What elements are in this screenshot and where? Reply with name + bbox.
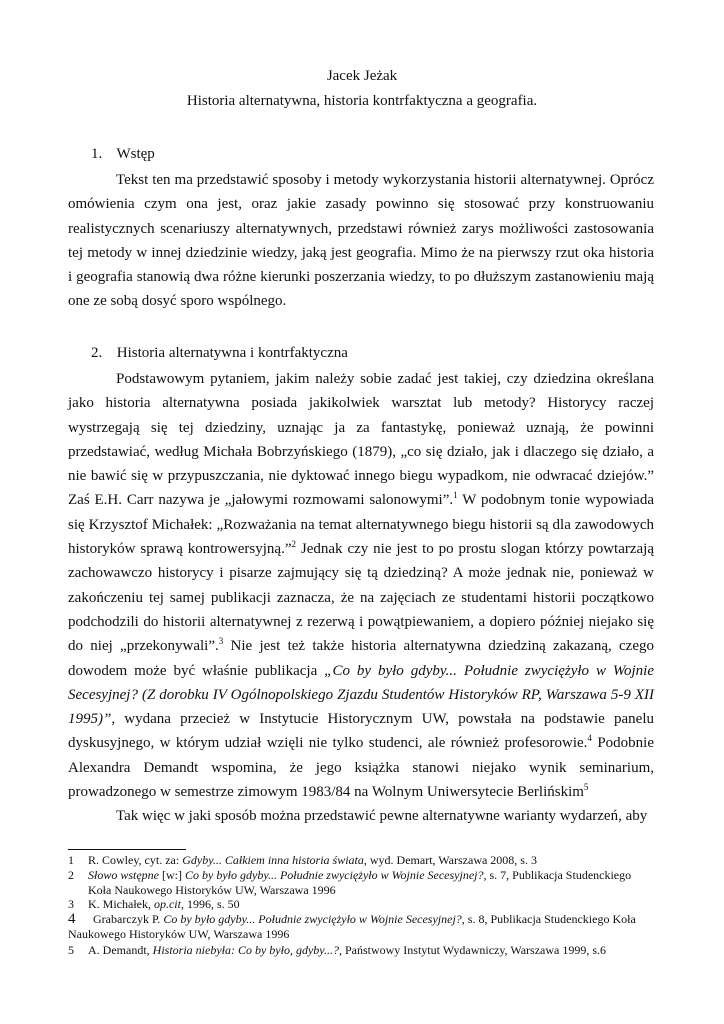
footnote-title: op.cit: [153, 897, 181, 911]
footnote-text: R. Cowley, cyt. za:: [88, 853, 183, 867]
footnote-text: , 1996, s. 50: [180, 897, 240, 911]
document-title: Historia alternatywna, historia kontrfaktyczna a geografia.: [186, 93, 538, 109]
paragraph-text: , wydana przecież w Instytucie Historycznym UW, powstała na podstawie panelu dyskusyjnego, w którym udział wzięli nie tylko studenci, ale również profesorowie.: [68, 711, 654, 752]
section-2-paragraph-2: Tak więc w jaki sposób można przedstawić pewne alternatywne warianty wydarzeń, aby: [116, 808, 648, 825]
section-1-title: Wstęp: [116, 146, 155, 162]
footnote-ref-4[interactable]: 4: [587, 733, 592, 744]
footnote-4: [68, 912, 658, 942]
section-1-body: [68, 168, 654, 314]
footnote-3: [68, 897, 658, 912]
paragraph-text: Jednak czy nie jest to po prostu slogan którzy powtarzają zachowawczo historycy i pisarze zajmujący się tą dziedziną? A może jednak nie, ponieważ w zakończeniu tej samej publikacji zaznacza, że na zajęciach ze studentami historii początkowo podchodzili do historii alternatywnej z rezerwą i powątpiewaniem, a dopiero później niejako się do niej „przekonywali”.: [68, 541, 654, 655]
author-name: Jacek Jeżak: [326, 68, 398, 84]
footnote-ref-3[interactable]: 3: [218, 636, 224, 647]
footnote-title: Co by było gdyby... Południe zwyciężyło w Wojnie Secesyjnej?,: [185, 868, 487, 882]
footnote-title: Gdyby... Całkiem inna historia świata: [182, 853, 364, 867]
footnote-number: 4: [68, 911, 76, 927]
footnote-title: Co by było gdyby... Południe zwyciężyło w Wojnie Secesyjnej?,: [163, 912, 465, 926]
section-2-heading: [91, 345, 348, 362]
footnote-number: 5: [68, 943, 74, 957]
footnote-title: Historia niebyła: Co by było, gdyby...?: [152, 943, 339, 957]
footnote-title: Słowo wstępne: [88, 868, 159, 882]
footnote-text: Grabarczyk P.: [90, 912, 164, 926]
footnote-ref-5[interactable]: 5: [583, 782, 589, 793]
book-title: „Co by było gdyby... Południe zwyciężyło w Wojnie Secesyjnej? (Z dorobku IV Ogólnopolskiego Zjazdu Studentów Historyków RP, Warszawa 5-9 XII 1995)”: [68, 662, 654, 728]
paragraph-text: Nie jest też także historia alternatywna dziedziną zakazaną, czego dowodem może być właśnie publikacja: [68, 638, 654, 679]
footnote-text: K. Michałek,: [88, 897, 154, 911]
footnote-ref-2[interactable]: 2: [291, 539, 296, 550]
footnote-separator: [68, 849, 186, 850]
footnote-text: , Państwowy Instytut Wydawniczy, Warszawa 1999, s.6: [338, 943, 607, 957]
section-2-paragraph-1: [68, 367, 654, 804]
footnote-text: , wyd. Demart, Warszawa 2008, s. 3: [363, 853, 537, 867]
section-1-paragraph: Tekst ten ma przedstawić sposoby i metody wykorzystania historii alternatywnej. Oprócz omówienia czym ona jest, oraz jakie zasady powinno się stosować przy konstruowaniu realistycznych scenariuszy alternatywnych, przedstawi również zarys możliwości zastosowania tej metody w innej dziedzinie wiedzy, jaką jest geografia. Mimo że na pierwszy rzut oka historia i geografia stanowią dwa różne kierunki poszerzania wiedzy, to po dłuższym zastanowieniu mają one ze sobą dosyć sporo wspólnego.: [68, 172, 654, 310]
paragraph-text: W podobnym tonie wypowiada się Krzysztof Michałek: „Rozważania na temat alternatywnego biegu historii są dla zawodowych historyków sprawą kontrowersyjną.”: [68, 492, 654, 558]
footnote-2: [68, 868, 658, 898]
section-1-number: 1.: [91, 146, 103, 162]
section-2-body: [68, 367, 654, 829]
section-2-number: 2.: [91, 345, 103, 361]
footnote-text: Koła Naukowego Historyków UW, Warszawa 1996: [88, 882, 336, 897]
footnote-text: s. 8, Publikacja Studenckiego Koła: [464, 912, 636, 926]
footnote-text: Naukowego Historyków UW, Warszawa 1996: [68, 926, 290, 941]
footnote-number: 2: [68, 868, 74, 882]
footnote-1: [68, 853, 658, 868]
footnote-number: 3: [68, 897, 74, 911]
paragraph-text: Podobnie Alexandra Demandt wspomina, że jego książka stanowi niejako wynik seminarium, prowadzonego w semestrze zimowym 1983/84 na Wolnym Uniwersytecie Berlińskim: [68, 735, 655, 801]
paragraph-text: Podstawowym pytaniem, jakim należy sobie zadać jest takiej, czy dziedzina określana jako historia alternatywna posiada jakikolwiek warsztat lub metody? Historycy raczej wystrzegają się tej dziedziny, uznając ja za fantastykę, ponieważ uznają, że powinni przedstawiać, według Michała Bobrzyńskiego (1879), „co się działo, jak i dlaczego się działo, a nie bawić się w przypuszczania, nie dyktować innego biegu wypadkom, nie odwracać dziejów.” Zaś E.H. Carr nazywa je „jałowymi rozmowami salonowymi”.: [68, 371, 654, 509]
section-2-title: Historia alternatywna i kontrfaktyczna: [116, 345, 348, 361]
footnote-5: [68, 943, 658, 958]
section-1-heading: [91, 146, 155, 163]
footnote-text: A. Demandt,: [88, 943, 153, 957]
footnote-ref-1[interactable]: 1: [453, 490, 458, 501]
footnote-number: 1: [68, 853, 74, 867]
footnote-text: s. 7, Publikacja Studenckiego: [486, 868, 632, 882]
footnote-text: [w:]: [159, 868, 185, 882]
